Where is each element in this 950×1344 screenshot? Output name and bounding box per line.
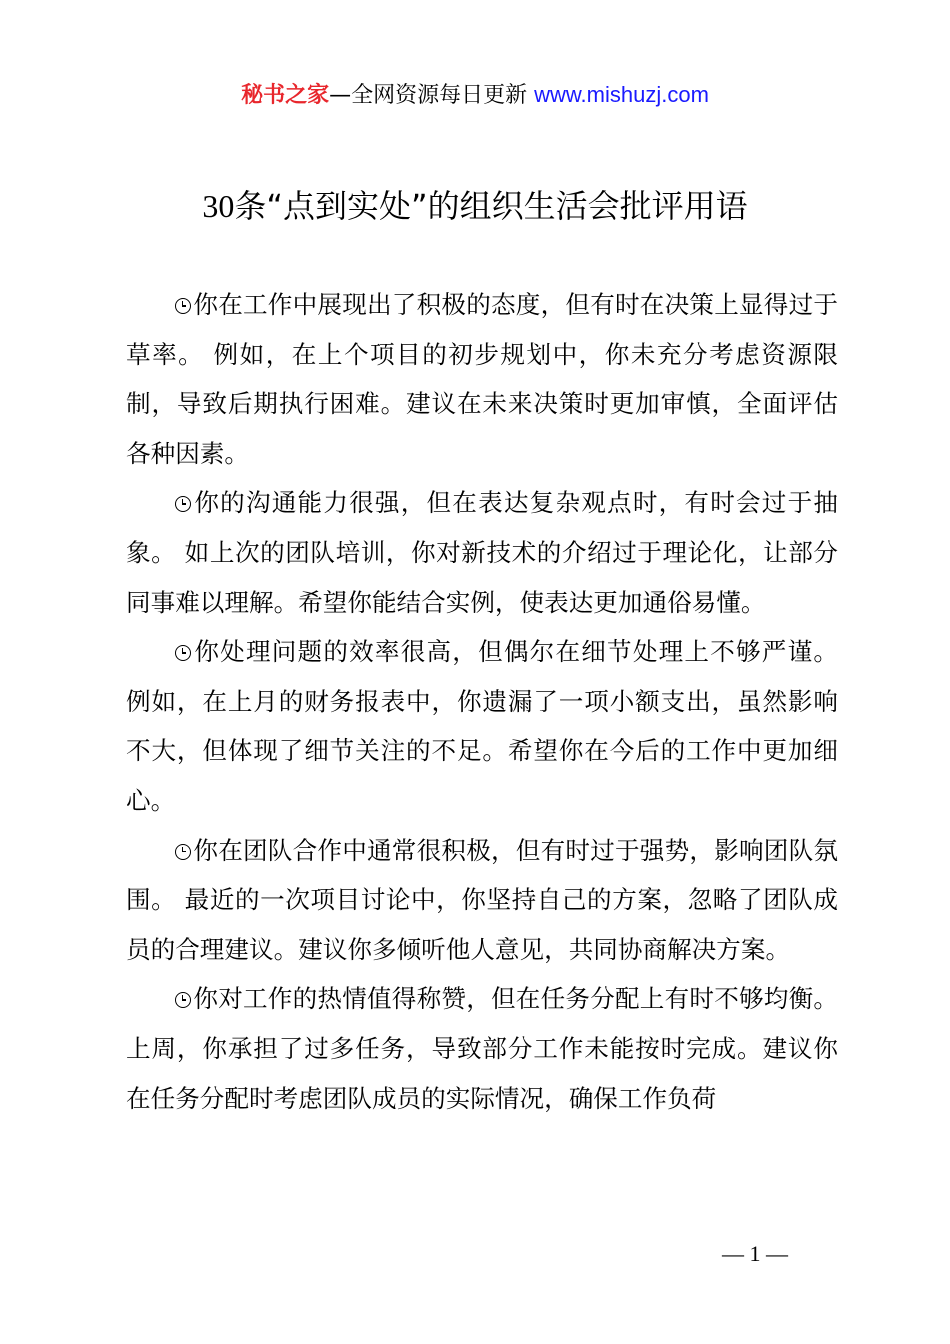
document-title xyxy=(0,182,950,230)
paragraph-3 xyxy=(126,627,838,825)
title-text: 条“点到实处”的组织生活会批评用语 xyxy=(234,187,748,225)
paragraph-1 xyxy=(126,280,838,478)
paragraph-text: 你在团队合作中通常很积极，但有时过于强势，影响团队氛围。 最近的一次项目讨论中，你坚持自己的方案，忽略了团队成员的合理建议。建议你多倾听他人意见，共同协商解决方案。 xyxy=(126,835,838,964)
paragraph-5 xyxy=(126,974,838,1123)
clock-icon xyxy=(175,496,191,512)
document-body xyxy=(126,280,838,1123)
clock-icon xyxy=(175,844,191,860)
brand-name: 秘书之家 xyxy=(241,83,330,108)
title-number: 30 xyxy=(202,188,235,224)
paragraph-text: 你的沟通能力很强，但在表达复杂观点时，有时会过于抽象。 如上次的团队培训，你对新技术的介绍过于理论化，让部分同事难以理解。希望你能结合实例，使表达更加通俗易懂。 xyxy=(126,488,838,617)
site-header xyxy=(0,78,950,113)
clock-icon xyxy=(175,645,191,661)
clock-icon xyxy=(175,298,191,314)
clock-icon xyxy=(175,992,191,1008)
paragraph-text: 你对工作的热情值得称赞，但在任务分配上有时不够均衡。 上周，你承担了过多任务，导致部分工作未能按时完成。建议你在任务分配时考虑团队成员的实际情况，确保工作负荷 xyxy=(126,984,838,1113)
header-tagline: —全网资源每日更新 xyxy=(329,83,535,108)
page-number: — 1 — xyxy=(722,1241,788,1266)
paragraph-2 xyxy=(126,478,838,627)
site-url[interactable]: www.mishuzj.com xyxy=(534,82,709,107)
paragraph-text: 你处理问题的效率很高，但偶尔在细节处理上不够严谨。 例如，在上月的财务报表中，你遗漏了一项小额支出，虽然影响不大，但体现了细节关注的不足。希望你在今后的工作中更加细心。 xyxy=(126,637,838,815)
paragraph-4 xyxy=(126,826,838,975)
paragraph-text: 你在工作中展现出了积极的态度，但有时在决策上显得过于草率。 例如，在上个项目的初步规划中，你未充分考虑资源限制，导致后期执行困难。建议在未来决策时更加审慎，全面评估各种因素。 xyxy=(126,290,838,468)
